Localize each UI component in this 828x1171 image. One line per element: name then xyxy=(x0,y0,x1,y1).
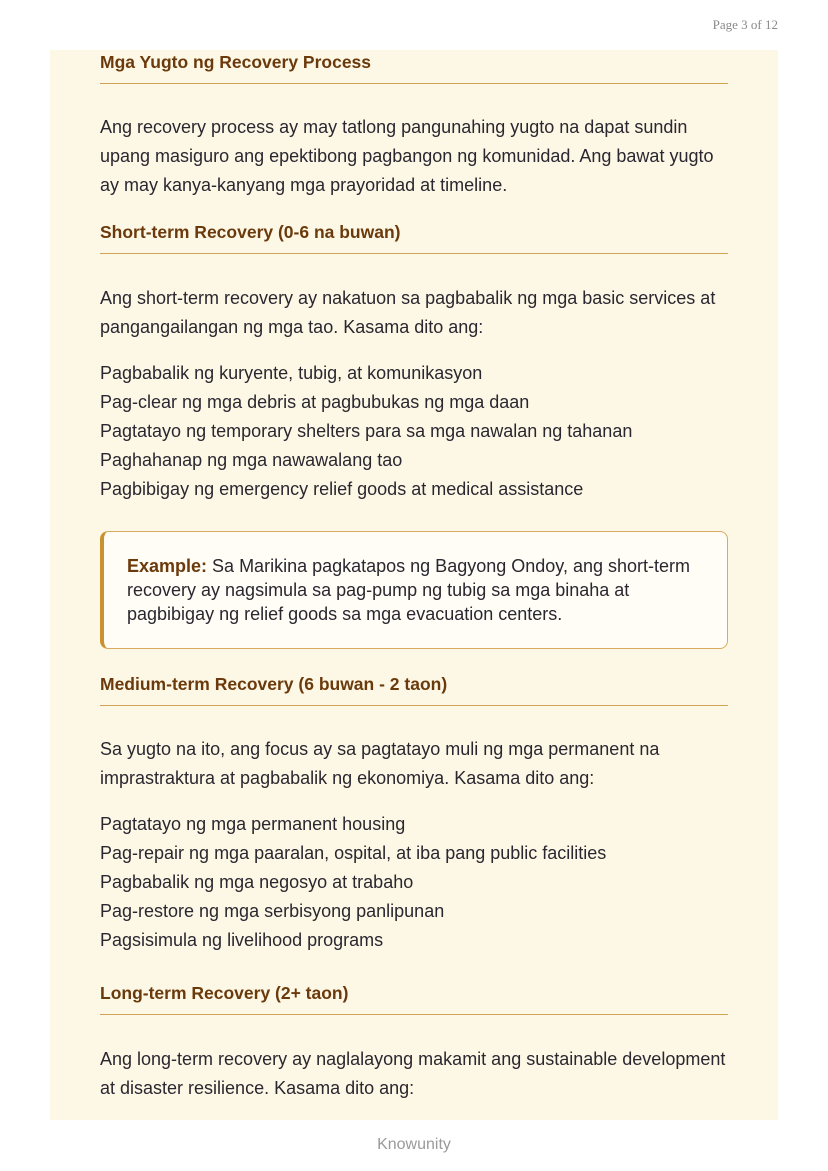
short-term-paragraph: Ang short-term recovery ay nakatuon sa pagbabalik ng mga basic services at pangangailangan ng mga tao. Kasama dito ang: xyxy=(100,288,716,337)
list-item: Pagbibigay ng emergency relief goods at medical assistance xyxy=(100,479,584,499)
section-heading-long-term: Long-term Recovery (2+ taon) xyxy=(100,983,728,1015)
list-item: Pagtatayo ng temporary shelters para sa mga nawalan ng tahanan xyxy=(100,421,633,441)
document-page xyxy=(50,50,778,1120)
intro-paragraph: Ang recovery process ay may tatlong pangunahing yugto na dapat sundin upang masiguro ang epektibong pagbangon ng komunidad. Ang bawat yugto ay may kanya-kanyang mga prayoridad at timeline. xyxy=(100,117,714,195)
list-item: Pag-clear ng mga debris at pagbubukas ng mga daan xyxy=(100,392,530,412)
list-item: Paghahanap ng mga nawawalang tao xyxy=(100,450,403,470)
list-item: Pagbabalik ng kuryente, tubig, at komunikasyon xyxy=(100,363,483,383)
example-label: Example: xyxy=(127,556,208,576)
page-number: Page 3 of 12 xyxy=(712,17,778,32)
section-heading-recovery-stages: Mga Yugto ng Recovery Process xyxy=(100,52,728,84)
list-item: Pag-repair ng mga paaralan, ospital, at iba pang public facilities xyxy=(100,843,607,863)
example-text: Sa Marikina pagkatapos ng Bagyong Ondoy, ang short-term recovery ay nagsimula sa pag-pump ng tubig sa mga binaha at pagbibigay ng relief goods sa mga evacuation centers. xyxy=(127,556,690,624)
long-term-paragraph: Ang long-term recovery ay naglalayong makamit ang sustainable development at disaster resilience. Kasama dito ang: xyxy=(100,1049,726,1098)
medium-term-list xyxy=(100,810,728,955)
example-callout xyxy=(100,531,728,649)
medium-term-paragraph: Sa yugto na ito, ang focus ay sa pagtatayo muli ng mga permanent na imprastraktura at pagbabalik ng ekonomiya. Kasama dito ang: xyxy=(100,739,660,788)
section-heading-medium-term: Medium-term Recovery (6 buwan - 2 taon) xyxy=(100,674,728,706)
list-item: Pagtatayo ng mga permanent housing xyxy=(100,814,406,834)
list-item: Pag-restore ng mga serbisyong panlipunan xyxy=(100,901,445,921)
section-heading-short-term: Short-term Recovery (0-6 na buwan) xyxy=(100,222,728,254)
footer-brand: Knowunity xyxy=(377,1136,451,1153)
list-item: Pagbabalik ng mga negosyo at trabaho xyxy=(100,872,414,892)
short-term-list xyxy=(100,359,728,504)
list-item: Pagsisimula ng livelihood programs xyxy=(100,930,384,950)
